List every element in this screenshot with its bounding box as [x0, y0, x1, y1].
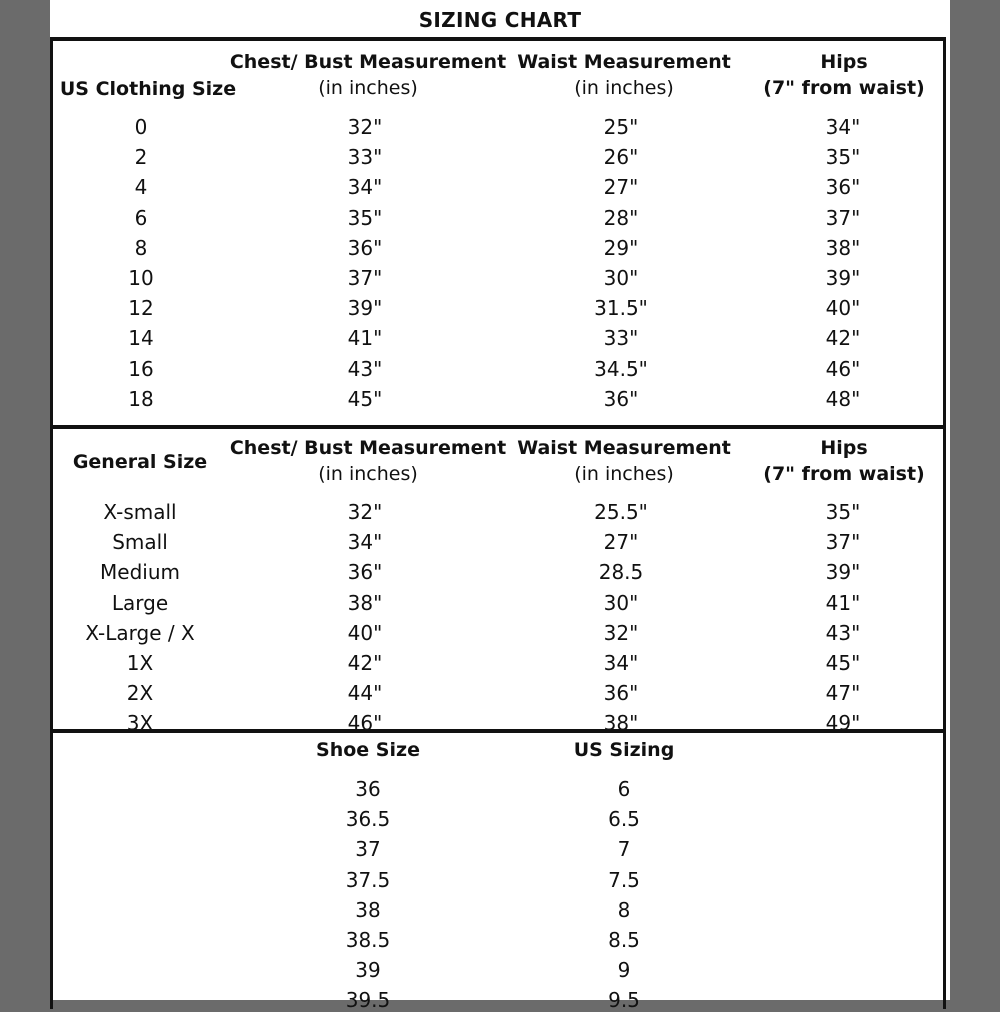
us-row-cell: 33" — [603, 326, 639, 351]
chart-title: SIZING CHART — [418, 8, 582, 32]
us-row-cell: 36" — [603, 386, 639, 411]
shoe-row-cell: 8.5 — [608, 928, 640, 952]
shoe-row-cell: 6 — [617, 777, 631, 801]
general-row-cell: 36" — [347, 560, 383, 585]
general-row-cell: 30" — [603, 590, 639, 615]
us-row-cell: 39" — [347, 296, 383, 321]
general-row-cell: Medium — [100, 560, 180, 585]
general-row-cell: 40" — [347, 620, 383, 645]
us-row-cell: 35" — [825, 145, 861, 170]
shoe-row-cell: 37 — [355, 837, 381, 862]
us-row-cell: 27" — [603, 175, 639, 200]
us-row-cell: 16 — [128, 356, 154, 381]
general-row-cell: 3X — [126, 711, 154, 736]
shoe-size-table — [50, 729, 946, 1012]
general-row-cell: 32" — [603, 620, 639, 645]
general-row-cell: 45" — [825, 651, 861, 675]
shoe-row-cell: 36.5 — [345, 807, 391, 832]
general-row-cell: Large — [111, 590, 169, 615]
us-row-cell: 43" — [347, 356, 383, 381]
shoe-row-cell: 39.5 — [345, 988, 391, 1012]
us-hips-header: Hips (7" from waist) — [763, 51, 925, 99]
us-size-table — [50, 37, 946, 429]
us-row-cell: 2 — [134, 145, 148, 170]
us-row-cell: 30" — [603, 266, 639, 290]
us-row-cell: 4 — [134, 175, 148, 200]
us-row-cell: 38" — [825, 235, 861, 260]
shoe-row-cell: 38 — [355, 897, 381, 922]
us-row-cell: 40" — [825, 296, 861, 321]
us-row-cell: 29" — [603, 235, 639, 260]
us-row-cell: 36" — [825, 175, 861, 200]
sizing-chart-page — [50, 0, 950, 1012]
shoe-row-cell: 37.5 — [345, 867, 391, 892]
general-row-cell: 35" — [825, 500, 861, 524]
general-row-cell: 47" — [825, 681, 861, 706]
general-row-cell: 1X — [126, 651, 154, 675]
shoe-row-cell: 9 — [617, 958, 631, 983]
shoe-row-cell: 36 — [355, 777, 381, 801]
shoe-row-cell: 9.5 — [608, 988, 640, 1012]
us-row-cell: 32" — [347, 115, 383, 139]
us-row-cell: 0 — [134, 115, 148, 139]
us-row-cell: 34" — [347, 175, 383, 200]
us-row-cell: 8 — [134, 235, 148, 260]
us-row-cell: 25" — [603, 115, 639, 139]
shoe-row-cell: 7.5 — [608, 867, 640, 892]
general-row-cell: X-Large / X — [85, 620, 195, 645]
us-waist-header: Waist Measurement (in inches) — [517, 51, 731, 99]
us-row-cell: 34" — [825, 115, 861, 139]
general-row-cell: 34" — [347, 530, 383, 555]
general-row-cell: 36" — [603, 681, 639, 706]
us-row-cell: 46" — [825, 356, 861, 381]
general-row-cell: 38" — [347, 590, 383, 615]
us-row-cell: 18 — [128, 386, 154, 411]
general-waist-header: Waist Measurement (in inches) — [517, 437, 731, 485]
general-row-cell: 37" — [825, 530, 861, 555]
shoe-row-cell: 7 — [617, 837, 631, 862]
us-row-cell: 10 — [128, 266, 154, 290]
general-row-cell: 44" — [347, 681, 383, 706]
shoe-row-cell: 38.5 — [345, 928, 391, 952]
us-row-cell: 26" — [603, 145, 639, 170]
us-row-cell: 37" — [347, 266, 383, 290]
us-row-cell: 6 — [134, 205, 148, 230]
general-hips-header: Hips (7" from waist) — [763, 437, 925, 485]
general-row-cell: 42" — [347, 651, 383, 675]
general-row-cell: 32" — [347, 500, 383, 524]
us-chest-header: Chest/ Bust Measurement (in inches) — [229, 51, 507, 99]
general-row-cell: 49" — [825, 711, 861, 736]
general-row-cell: 38" — [603, 711, 639, 736]
us-row-cell: 37" — [825, 205, 861, 230]
general-row-cell: 39" — [825, 560, 861, 585]
us-row-cell: 48" — [825, 386, 861, 411]
us-row-cell: 33" — [347, 145, 383, 170]
us-row-cell: 42" — [825, 326, 861, 351]
general-row-cell: 25.5" — [594, 500, 648, 524]
us-row-cell: 14 — [128, 326, 154, 351]
general-row-cell: 43" — [825, 620, 861, 645]
us-row-cell: 41" — [347, 326, 383, 351]
us-row-cell: 31.5" — [594, 296, 648, 321]
general-size-header: General Size — [72, 451, 208, 473]
us-row-cell: 12 — [128, 296, 154, 321]
general-row-cell: Small — [112, 530, 168, 555]
shoe-row-cell: 8 — [617, 897, 631, 922]
us-row-cell: 36" — [347, 235, 383, 260]
us-row-cell: 28" — [603, 205, 639, 230]
shoe-size-header: Shoe Size — [316, 739, 420, 761]
us-sizing-header: US Sizing — [573, 739, 675, 761]
us-row-cell: 34.5" — [594, 356, 648, 381]
general-row-cell: 34" — [603, 651, 639, 675]
us-row-cell: 45" — [347, 386, 383, 411]
general-row-cell: 27" — [603, 530, 639, 555]
general-row-cell: X-small — [103, 500, 177, 524]
us-row-cell: 35" — [347, 205, 383, 230]
general-row-cell: 2X — [126, 681, 154, 706]
general-row-cell: 28.5 — [598, 560, 644, 585]
us-size-header: US Clothing Size — [59, 78, 237, 100]
general-row-cell: 41" — [825, 590, 861, 615]
general-size-table — [50, 425, 946, 736]
shoe-row-cell: 6.5 — [608, 807, 640, 832]
general-chest-header: Chest/ Bust Measurement (in inches) — [229, 437, 507, 485]
us-row-cell: 39" — [825, 266, 861, 290]
shoe-row-cell: 39 — [355, 958, 381, 983]
general-row-cell: 46" — [347, 711, 383, 736]
